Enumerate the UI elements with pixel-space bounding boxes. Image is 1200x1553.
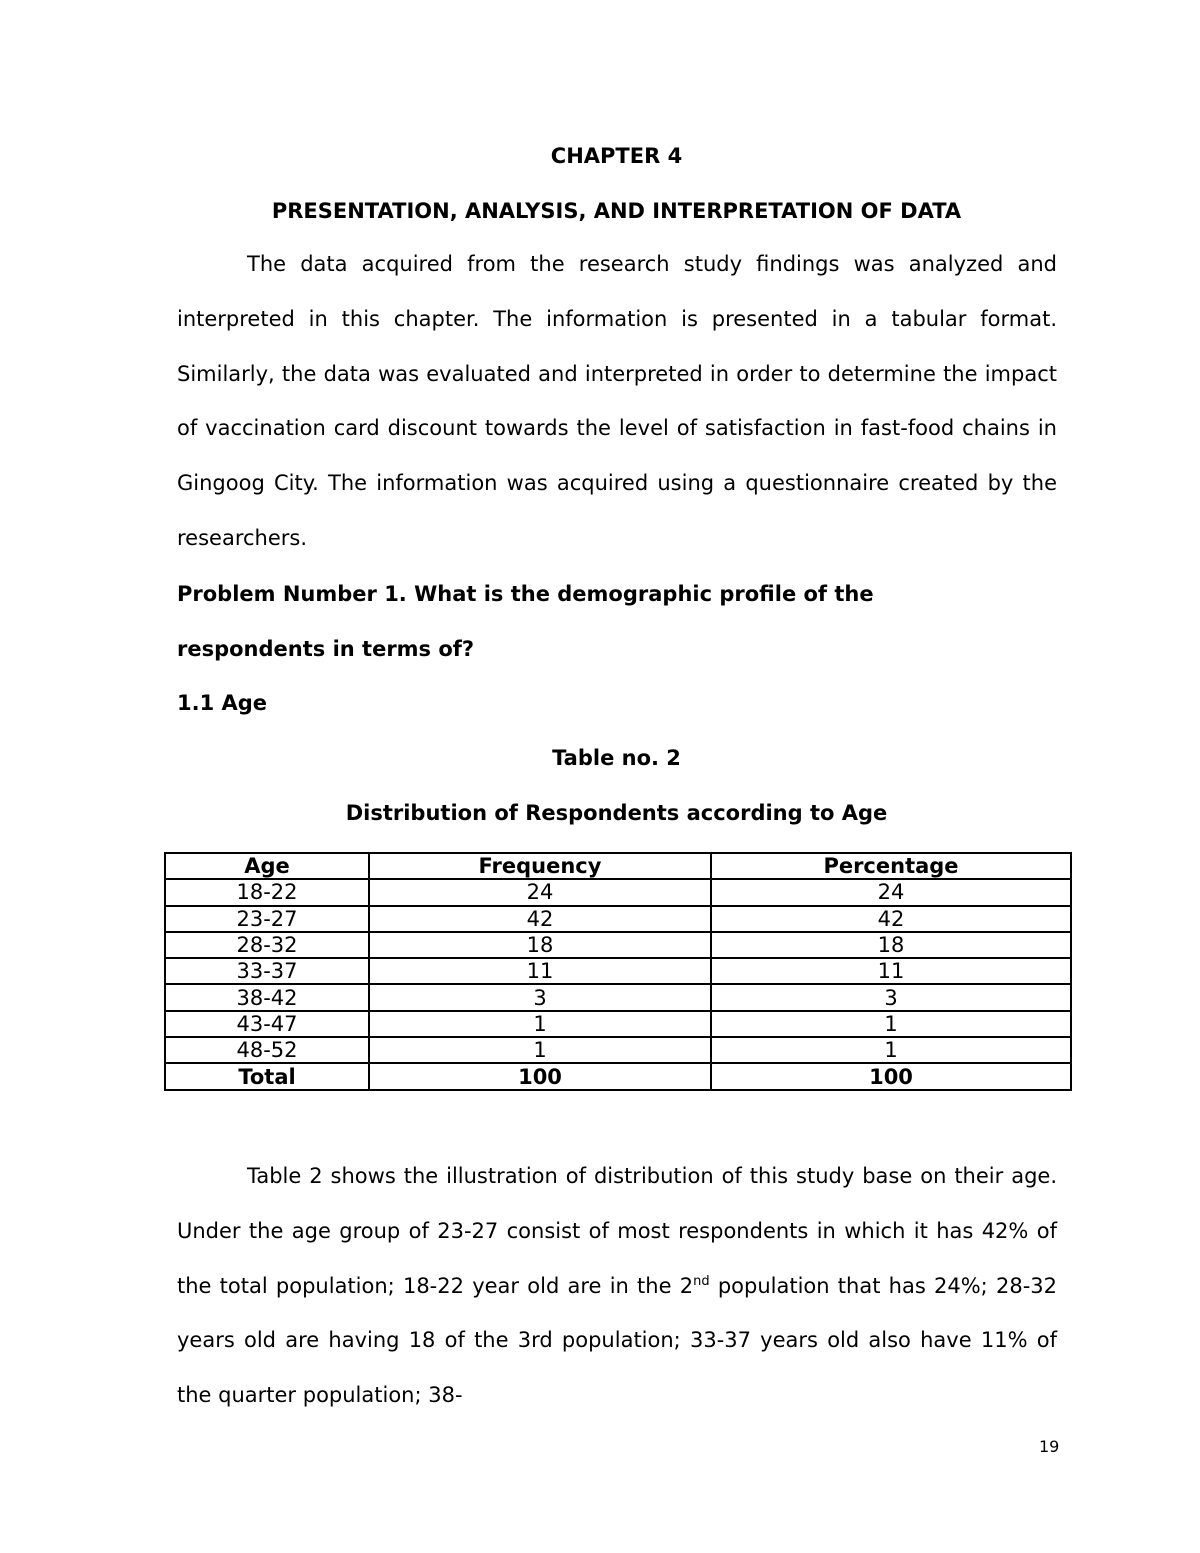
total-percentage: 100 <box>711 1063 1071 1089</box>
discussion-paragraph <box>177 1149 1057 1423</box>
cell-age: 48-52 <box>165 1037 369 1063</box>
header-percentage: Percentage <box>711 853 1071 879</box>
table-caption: Distribution of Respondents according to Age <box>345 801 888 825</box>
cell-frequency: 11 <box>369 958 711 984</box>
age-distribution-table <box>164 852 1072 1091</box>
table-row <box>165 984 1071 1010</box>
table-number: Table no. 2 <box>552 746 681 770</box>
subsection-heading: 1.1 Age <box>177 691 268 715</box>
cell-frequency: 3 <box>369 984 711 1010</box>
cell-percentage: 1 <box>711 1011 1071 1037</box>
table-row <box>165 958 1071 984</box>
table-total-row <box>165 1063 1071 1089</box>
intro-paragraph: The data acquired from the research study findings was analyzed and interpreted in this chapter. The information is presented in a tabular format. Similarly, the data was evaluated and interpreted in order to determine the impact of vaccination card discount towards the level of satisfaction in fast-food chains in Gingoog City. The information was acquired using a questionnaire created by the researchers. <box>177 252 1057 550</box>
cell-frequency: 42 <box>369 906 711 932</box>
header-frequency: Frequency <box>369 853 711 879</box>
ordinal-suffix: nd <box>693 1273 710 1289</box>
chapter-title: PRESENTATION, ANALYSIS, AND INTERPRETATION OF DATA <box>271 199 962 223</box>
cell-frequency: 1 <box>369 1037 711 1063</box>
problem-statement-line-2: respondents in terms of? <box>177 637 475 661</box>
cell-frequency: 1 <box>369 1011 711 1037</box>
cell-frequency: 18 <box>369 932 711 958</box>
cell-age: 33-37 <box>165 958 369 984</box>
table-row <box>165 1011 1071 1037</box>
cell-age: 38-42 <box>165 984 369 1010</box>
page-number: 19 <box>1039 1437 1060 1456</box>
cell-percentage: 3 <box>711 984 1071 1010</box>
cell-percentage: 11 <box>711 958 1071 984</box>
discussion-text-part-1: Table 2 shows the illustration of distribution of this study base on their age. Under the age group of 23-27 consist of most respondents in which it has 42% of the total population; 18-22 year old are in the 2 <box>177 1164 1057 1298</box>
cell-percentage: 42 <box>711 906 1071 932</box>
cell-age: 23-27 <box>165 906 369 932</box>
header-age: Age <box>165 853 369 879</box>
cell-percentage: 1 <box>711 1037 1071 1063</box>
chapter-label: CHAPTER 4 <box>550 144 683 168</box>
cell-age: 43-47 <box>165 1011 369 1037</box>
table-row <box>165 1037 1071 1063</box>
table-header-row <box>165 853 1071 879</box>
cell-frequency: 24 <box>369 879 711 905</box>
table-row <box>165 906 1071 932</box>
table-row <box>165 932 1071 958</box>
table-row <box>165 879 1071 905</box>
cell-age: 18-22 <box>165 879 369 905</box>
problem-statement-line-1: Problem Number 1. What is the demographic profile of the <box>177 582 874 606</box>
discussion-text-part-2: population that has 24%; 28-32 years old are having 18 of the 3rd population; 33-37 years old also have 11% of the quarter population; 38- <box>177 1273 1057 1408</box>
total-label: Total <box>165 1063 369 1089</box>
cell-age: 28-32 <box>165 932 369 958</box>
cell-percentage: 24 <box>711 879 1071 905</box>
total-frequency: 100 <box>369 1063 711 1089</box>
cell-percentage: 18 <box>711 932 1071 958</box>
